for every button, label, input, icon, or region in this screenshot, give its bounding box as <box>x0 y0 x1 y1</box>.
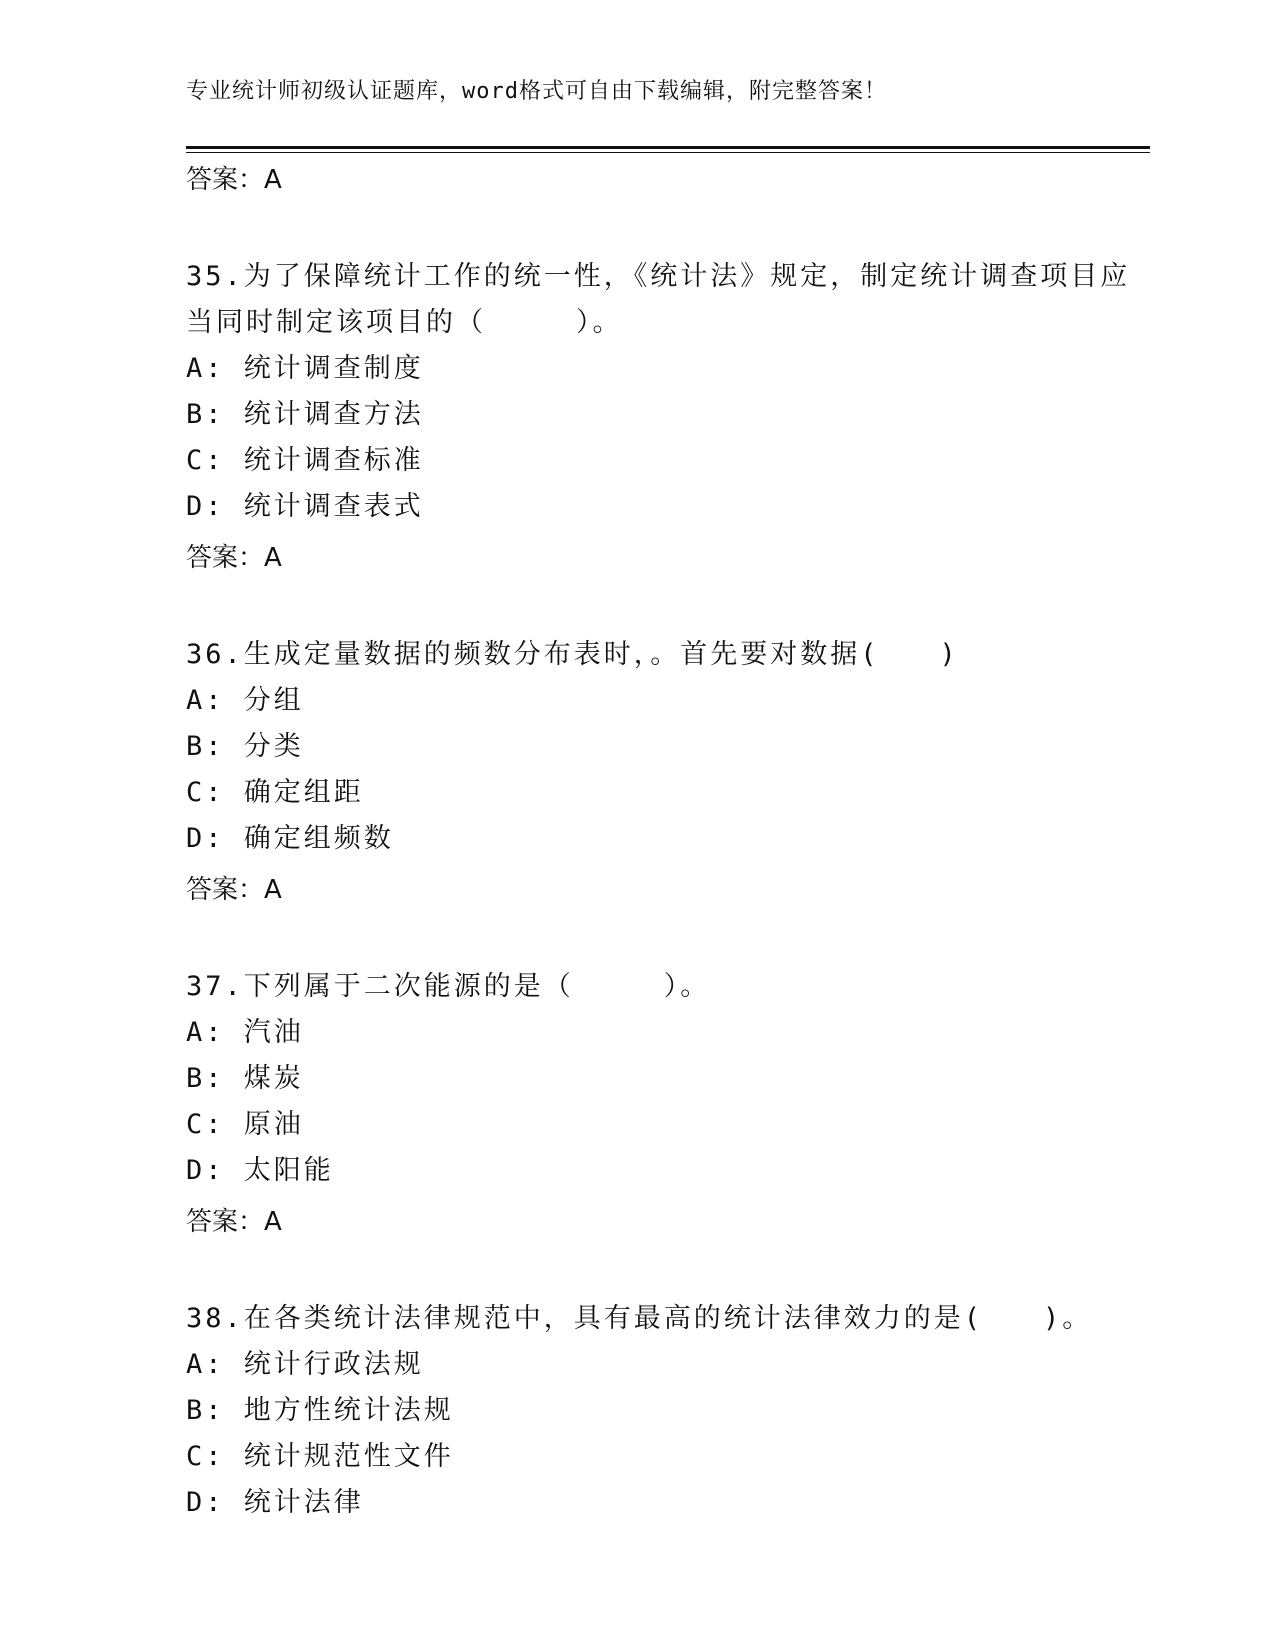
option-b: B: 统计调查方法 <box>186 399 424 430</box>
answer-line: 答案：A <box>186 875 282 905</box>
question-37 <box>186 964 1150 1238</box>
question-text: 35.为了保障统计工作的统一性，《统计法》规定，制定统计调查项目应当同时制定该项目的（ ）。 <box>186 261 1131 338</box>
option-a: A: 统计调查制度 <box>186 353 424 384</box>
answer-line: 答案：A <box>186 1207 282 1237</box>
page-header: 专业统计师初级认证题库，word格式可自由下载编辑，附完整答案！ <box>186 79 887 104</box>
answer-line: 答案：A <box>186 543 282 573</box>
header-divider <box>186 146 1150 153</box>
option-b: B: 煤炭 <box>186 1063 304 1094</box>
option-b: B: 地方性统计法规 <box>186 1395 454 1426</box>
option-d: D: 太阳能 <box>186 1155 334 1186</box>
option-d: D: 统计法律 <box>186 1487 364 1518</box>
option-a: A: 分组 <box>186 685 304 716</box>
option-c: C: 原油 <box>186 1109 304 1140</box>
option-c: C: 统计规范性文件 <box>186 1441 454 1472</box>
option-d: D: 统计调查表式 <box>186 491 424 522</box>
question-36 <box>186 632 1150 906</box>
option-a: A: 统计行政法规 <box>186 1349 424 1380</box>
question-35 <box>186 254 1150 574</box>
option-a: A: 汽油 <box>186 1017 304 1048</box>
question-text: 37.下列属于二次能源的是（ ）。 <box>186 971 711 1002</box>
question-text: 36.生成定量数据的频数分布表时，。首先要对数据( ) <box>186 639 959 670</box>
option-d: D: 确定组频数 <box>186 823 394 854</box>
option-c: C: 确定组距 <box>186 777 364 808</box>
question-list <box>186 154 1150 1526</box>
question-text: 38.在各类统计法律规范中，具有最高的统计法律效力的是( )。 <box>186 1303 1093 1334</box>
option-b: B: 分类 <box>186 731 304 762</box>
question-38 <box>186 1296 1150 1526</box>
answer-line: 答案：A <box>186 165 282 195</box>
option-c: C: 统计调查标准 <box>186 445 424 476</box>
